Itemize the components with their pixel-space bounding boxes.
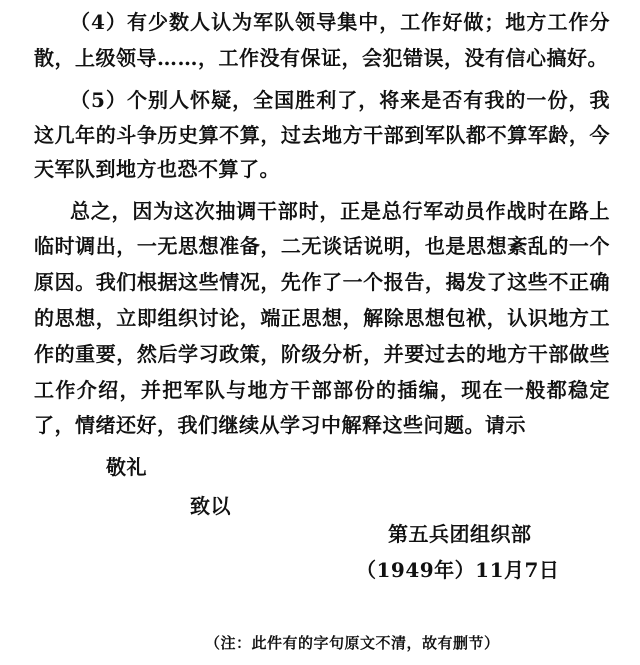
paragraph-5-line-3: 天军队到地方也恐不算了。 xyxy=(34,157,280,181)
summary-line-6: 工作介绍，并把军队与地方干部部份的插编，现在一般都稳定 xyxy=(34,378,610,402)
paragraph-5-line-1: （5）个别人怀疑，全国胜利了，将来是否有我的一份，我 xyxy=(70,88,610,112)
paragraph-4-line-1: （4）有少数人认为军队领导集中，工作好做；地方工作分 xyxy=(70,10,610,34)
editorial-note: （注：此件有的字句原文不清，故有删节） xyxy=(205,634,500,652)
summary-line-1: 总之，因为这次抽调干部时，正是总行军动员作战时在路上 xyxy=(70,199,610,223)
summary-line-3: 原因。我们根据这些情况，先作了一个报告，揭发了这些不正确 xyxy=(34,270,610,294)
summary-line-7: 了，情绪还好，我们继续从学习中解释这些问题。请示 xyxy=(34,413,526,437)
salutation-offer: 致以 xyxy=(190,494,231,518)
paragraph-5-line-2: 这几年的斗争历史算不算，过去地方干部到军队都不算军龄，今 xyxy=(34,123,610,147)
salutation-respect: 敬礼 xyxy=(106,455,147,479)
summary-line-4: 的思想，立即组织讨论，端正思想，解除思想包袱，认识地方工 xyxy=(34,306,610,330)
paragraph-4-line-2: 散，上级领导……，工作没有保证，会犯错误，没有信心搞好。 xyxy=(34,46,608,70)
summary-line-5: 作的重要，然后学习政策，阶级分析，并要过去的地方干部做些 xyxy=(34,342,610,366)
signature-organization: 第五兵团组织部 xyxy=(388,522,532,546)
document-date: （1949年）11月7日 xyxy=(356,558,560,582)
summary-line-2: 临时调出，一无思想准备，二无谈话说明，也是思想紊乱的一个 xyxy=(34,234,610,258)
